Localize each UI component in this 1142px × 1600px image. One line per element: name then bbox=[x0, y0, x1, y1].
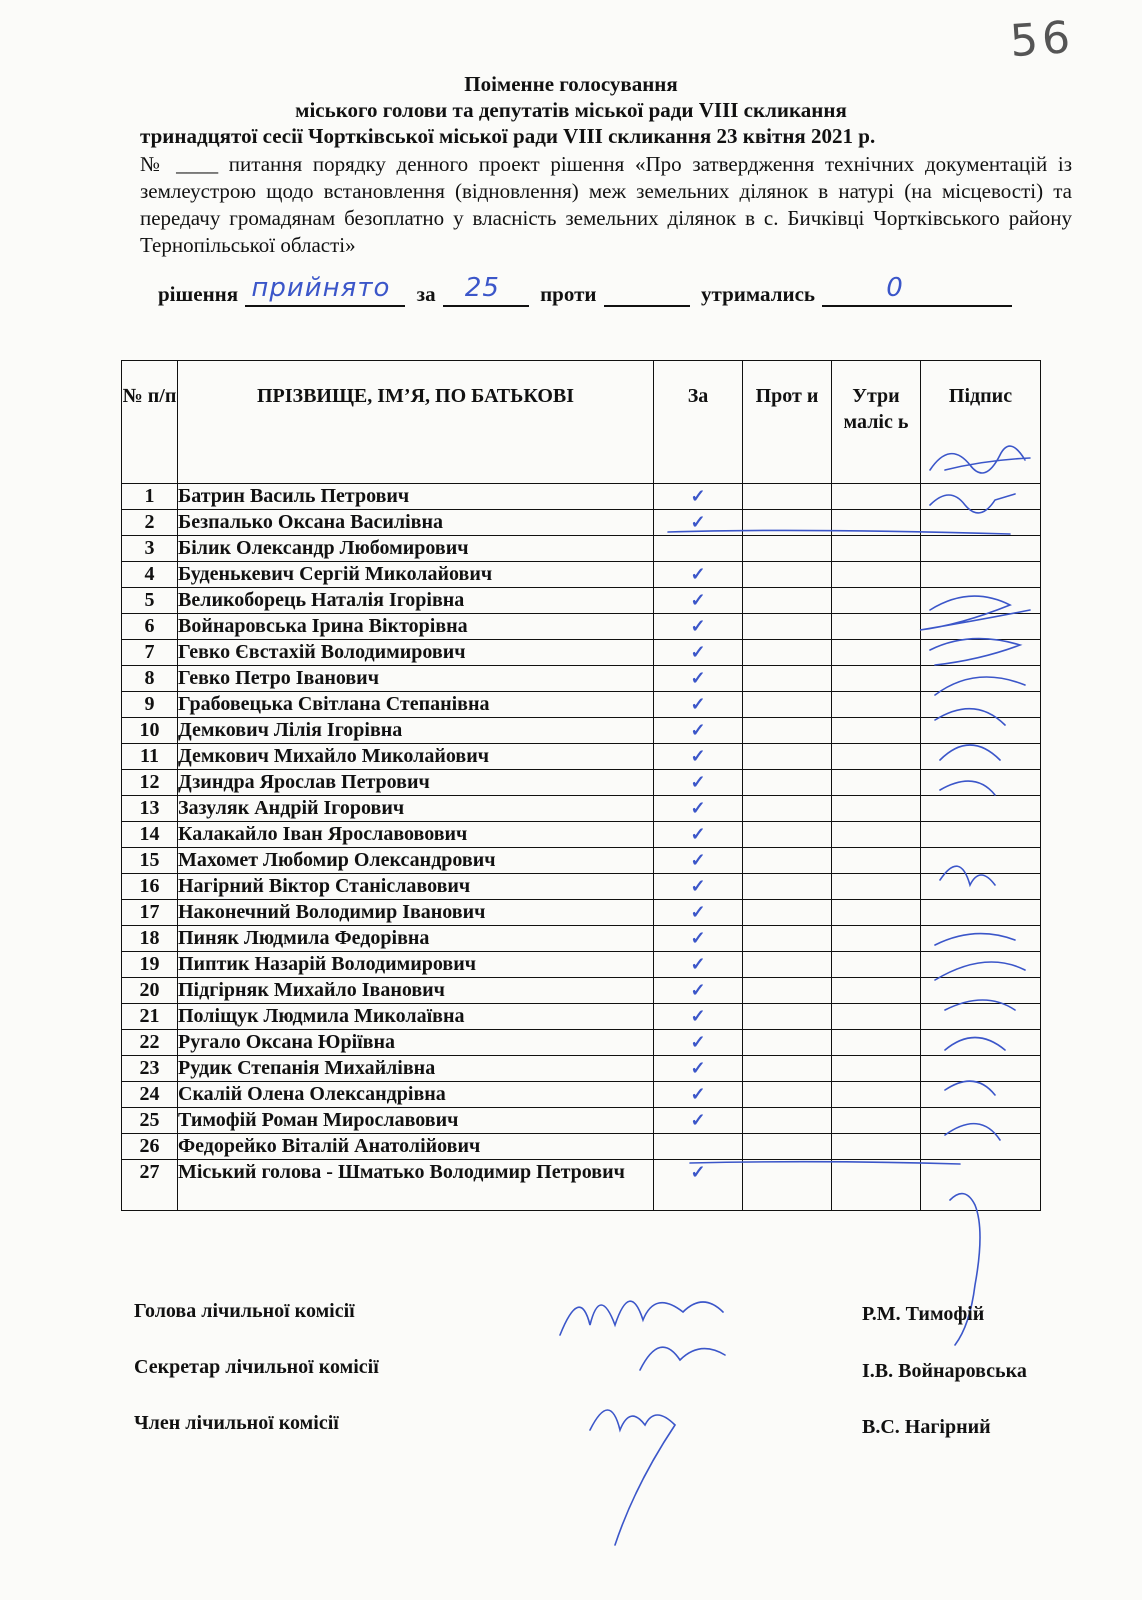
row-vote-abstain bbox=[832, 900, 921, 926]
table-row bbox=[122, 484, 1041, 510]
table-row bbox=[122, 614, 1041, 640]
row-signature bbox=[921, 926, 1041, 952]
row-vote-for: ✓ bbox=[654, 952, 743, 978]
row-vote-abstain bbox=[832, 666, 921, 692]
row-name: Великоборець Наталія Ігорівна bbox=[178, 588, 654, 614]
row-name: Білик Олександр Любомирович bbox=[178, 536, 654, 562]
document-subtitle: міського голови та депутатів міської ради VIII скликання bbox=[295, 98, 847, 122]
row-vote-against bbox=[743, 484, 832, 510]
row-vote-against bbox=[743, 666, 832, 692]
row-signature bbox=[921, 770, 1041, 796]
table-header-row bbox=[122, 361, 1041, 484]
col-for-header: За bbox=[654, 361, 743, 484]
row-vote-against bbox=[743, 692, 832, 718]
for-value: 25 bbox=[464, 273, 500, 303]
row-vote-for: ✓ bbox=[654, 1082, 743, 1108]
row-vote-for: ✓ bbox=[654, 926, 743, 952]
row-vote-against bbox=[743, 822, 832, 848]
row-signature bbox=[921, 666, 1041, 692]
row-vote-abstain bbox=[832, 718, 921, 744]
row-vote-against bbox=[743, 1056, 832, 1082]
signature-chair bbox=[560, 1301, 723, 1335]
row-vote-abstain bbox=[832, 848, 921, 874]
row-signature bbox=[921, 822, 1041, 848]
row-vote-for: ✓ bbox=[654, 978, 743, 1004]
row-vote-against bbox=[743, 1108, 832, 1134]
table-row bbox=[122, 1134, 1041, 1160]
row-number: 19 bbox=[122, 952, 178, 978]
row-name: Зазуляк Андрій Ігорович bbox=[178, 796, 654, 822]
row-number: 21 bbox=[122, 1004, 178, 1030]
row-name: Нагірний Віктор Станіславович bbox=[178, 874, 654, 900]
row-signature bbox=[921, 900, 1041, 926]
row-vote-abstain bbox=[832, 536, 921, 562]
row-name: Демкович Михайло Миколайович bbox=[178, 744, 654, 770]
table-row bbox=[122, 692, 1041, 718]
table-row bbox=[122, 718, 1041, 744]
abstain-label: утримались bbox=[701, 282, 816, 306]
row-vote-abstain bbox=[832, 614, 921, 640]
row-name: Рудик Степанія Михайлівна bbox=[178, 1056, 654, 1082]
row-signature bbox=[921, 484, 1041, 510]
row-signature bbox=[921, 536, 1041, 562]
col-name-header: ПРІЗВИЩЕ, ІМ’Я, ПО БАТЬКОВІ bbox=[178, 361, 654, 484]
row-signature bbox=[921, 1004, 1041, 1030]
row-vote-for: ✓ bbox=[654, 640, 743, 666]
row-vote-for bbox=[654, 536, 743, 562]
row-name: Міський голова - Шматько Володимир Петрович bbox=[178, 1160, 654, 1211]
for-label: за bbox=[416, 282, 436, 306]
row-number: 10 bbox=[122, 718, 178, 744]
decision-value: прийнято bbox=[251, 273, 391, 303]
row-vote-abstain bbox=[832, 692, 921, 718]
row-signature bbox=[921, 692, 1041, 718]
row-vote-for: ✓ bbox=[654, 614, 743, 640]
row-number: 12 bbox=[122, 770, 178, 796]
row-vote-abstain bbox=[832, 952, 921, 978]
row-signature bbox=[921, 614, 1041, 640]
row-vote-abstain bbox=[832, 1056, 921, 1082]
row-number: 8 bbox=[122, 666, 178, 692]
table-row bbox=[122, 744, 1041, 770]
page-number: 56 bbox=[1008, 11, 1076, 68]
table-row bbox=[122, 666, 1041, 692]
table-row bbox=[122, 796, 1041, 822]
row-number: 3 bbox=[122, 536, 178, 562]
table-row bbox=[122, 848, 1041, 874]
row-vote-against bbox=[743, 562, 832, 588]
col-number-header: № п/п bbox=[122, 361, 178, 484]
table-row bbox=[122, 770, 1041, 796]
secretary-name: І.В. Войнаровська bbox=[862, 1360, 1027, 1382]
row-number: 18 bbox=[122, 926, 178, 952]
row-number: 9 bbox=[122, 692, 178, 718]
row-vote-for: ✓ bbox=[654, 770, 743, 796]
row-vote-for: ✓ bbox=[654, 1004, 743, 1030]
vote-table bbox=[121, 360, 1041, 1211]
abstain-field bbox=[822, 273, 1012, 307]
row-signature bbox=[921, 1030, 1041, 1056]
row-number: 5 bbox=[122, 588, 178, 614]
row-vote-against bbox=[743, 1030, 832, 1056]
row-vote-abstain bbox=[832, 1004, 921, 1030]
row-vote-for: ✓ bbox=[654, 1056, 743, 1082]
row-name: Пиняк Людмила Федорівна bbox=[178, 926, 654, 952]
row-signature bbox=[921, 640, 1041, 666]
row-name: Гевко Євстахій Володимирович bbox=[178, 640, 654, 666]
row-signature bbox=[921, 874, 1041, 900]
row-vote-abstain bbox=[832, 484, 921, 510]
table-row bbox=[122, 1108, 1041, 1134]
row-signature bbox=[921, 562, 1041, 588]
row-vote-against bbox=[743, 744, 832, 770]
row-number: 27 bbox=[122, 1160, 178, 1211]
session-line: тринадцятої сесії Чортківської міської ради VIII скликання 23 квітня 2021 р. bbox=[140, 124, 876, 148]
row-vote-against bbox=[743, 588, 832, 614]
row-vote-abstain bbox=[832, 1160, 921, 1211]
row-name: Дзиндра Ярослав Петрович bbox=[178, 770, 654, 796]
row-number: 26 bbox=[122, 1134, 178, 1160]
row-number: 13 bbox=[122, 796, 178, 822]
abstain-value: 0 bbox=[886, 273, 904, 303]
row-signature bbox=[921, 588, 1041, 614]
row-signature bbox=[921, 796, 1041, 822]
row-number: 4 bbox=[122, 562, 178, 588]
result-line bbox=[158, 273, 1018, 307]
row-vote-for: ✓ bbox=[654, 900, 743, 926]
row-vote-against bbox=[743, 640, 832, 666]
row-number: 25 bbox=[122, 1108, 178, 1134]
row-name: Федорейко Віталій Анатолійович bbox=[178, 1134, 654, 1160]
row-name: Гевко Петро Іванович bbox=[178, 666, 654, 692]
col-abstain-header: Утри маліс ь bbox=[832, 361, 921, 484]
chair-label: Голова лічильної комісії bbox=[134, 1300, 355, 1322]
signature-member bbox=[590, 1410, 675, 1545]
row-signature bbox=[921, 1056, 1041, 1082]
chair-name: Р.М. Тимофій bbox=[862, 1303, 985, 1325]
row-vote-for bbox=[654, 1134, 743, 1160]
table-row bbox=[122, 562, 1041, 588]
table-row bbox=[122, 1160, 1041, 1211]
row-number: 11 bbox=[122, 744, 178, 770]
row-number: 1 bbox=[122, 484, 178, 510]
row-vote-abstain bbox=[832, 770, 921, 796]
row-signature bbox=[921, 1134, 1041, 1160]
row-name: Войнаровська Ірина Вікторівна bbox=[178, 614, 654, 640]
row-signature bbox=[921, 744, 1041, 770]
row-vote-for: ✓ bbox=[654, 796, 743, 822]
table-row bbox=[122, 978, 1041, 1004]
member-name: В.С. Нагірний bbox=[862, 1416, 991, 1438]
table-row bbox=[122, 510, 1041, 536]
row-name: Наконечний Володимир Іванович bbox=[178, 900, 654, 926]
row-vote-against bbox=[743, 1134, 832, 1160]
row-vote-for: ✓ bbox=[654, 822, 743, 848]
row-vote-abstain bbox=[832, 1030, 921, 1056]
against-field bbox=[604, 281, 690, 307]
row-vote-against bbox=[743, 1082, 832, 1108]
row-signature bbox=[921, 1108, 1041, 1134]
row-vote-against bbox=[743, 718, 832, 744]
row-name: Підгірняк Михайло Іванович bbox=[178, 978, 654, 1004]
row-name: Пиптик Назарій Володимирович bbox=[178, 952, 654, 978]
row-vote-abstain bbox=[832, 1134, 921, 1160]
row-name: Скалій Олена Олександрівна bbox=[178, 1082, 654, 1108]
row-number: 6 bbox=[122, 614, 178, 640]
row-vote-against bbox=[743, 796, 832, 822]
table-row bbox=[122, 926, 1041, 952]
row-vote-against bbox=[743, 874, 832, 900]
table-row bbox=[122, 588, 1041, 614]
row-signature bbox=[921, 978, 1041, 1004]
row-vote-for: ✓ bbox=[654, 562, 743, 588]
table-row bbox=[122, 952, 1041, 978]
document-title: Поіменне голосування bbox=[464, 72, 678, 96]
row-vote-against bbox=[743, 1160, 832, 1211]
row-vote-against bbox=[743, 952, 832, 978]
decision-field bbox=[245, 273, 405, 307]
secretary-label: Секретар лічильної комісії bbox=[134, 1356, 379, 1378]
row-name: Батрин Василь Петрович bbox=[178, 484, 654, 510]
row-vote-abstain bbox=[832, 796, 921, 822]
table-row bbox=[122, 640, 1041, 666]
row-vote-for: ✓ bbox=[654, 848, 743, 874]
row-vote-against bbox=[743, 770, 832, 796]
row-vote-against bbox=[743, 614, 832, 640]
row-vote-abstain bbox=[832, 978, 921, 1004]
row-name: Безпалько Оксана Василівна bbox=[178, 510, 654, 536]
for-field bbox=[443, 273, 529, 307]
row-vote-abstain bbox=[832, 588, 921, 614]
row-number: 17 bbox=[122, 900, 178, 926]
col-signature-header: Підпис bbox=[921, 361, 1041, 484]
row-signature bbox=[921, 1082, 1041, 1108]
row-vote-against bbox=[743, 1004, 832, 1030]
row-number: 22 bbox=[122, 1030, 178, 1056]
row-vote-abstain bbox=[832, 562, 921, 588]
row-vote-for: ✓ bbox=[654, 510, 743, 536]
row-vote-for: ✓ bbox=[654, 718, 743, 744]
row-vote-for: ✓ bbox=[654, 692, 743, 718]
row-name: Грабовецька Світлана Степанівна bbox=[178, 692, 654, 718]
agenda-question: № ____ питання порядку денного проект рішення «Про затвердження технічних документацій із землеустрою щодо встановлення (відновлення) меж земельних ділянок в натурі (на місцевості) та передачу громадянам безоплатно у власність земельних ділянок в с. Бичківці Чортківського району Тернопільської області» bbox=[140, 152, 1072, 257]
against-label: проти bbox=[540, 282, 597, 306]
table-row bbox=[122, 536, 1041, 562]
row-number: 20 bbox=[122, 978, 178, 1004]
row-vote-abstain bbox=[832, 640, 921, 666]
row-vote-abstain bbox=[832, 744, 921, 770]
vote-table-body bbox=[122, 484, 1041, 1211]
row-vote-against bbox=[743, 510, 832, 536]
row-signature bbox=[921, 510, 1041, 536]
row-vote-against bbox=[743, 536, 832, 562]
table-row bbox=[122, 874, 1041, 900]
row-vote-for: ✓ bbox=[654, 484, 743, 510]
row-name: Демкович Лілія Ігорівна bbox=[178, 718, 654, 744]
row-name: Махомет Любомир Олександрович bbox=[178, 848, 654, 874]
row-number: 23 bbox=[122, 1056, 178, 1082]
row-vote-against bbox=[743, 848, 832, 874]
table-row bbox=[122, 1004, 1041, 1030]
row-vote-abstain bbox=[832, 926, 921, 952]
row-number: 7 bbox=[122, 640, 178, 666]
row-number: 24 bbox=[122, 1082, 178, 1108]
row-vote-for: ✓ bbox=[654, 1108, 743, 1134]
table-row bbox=[122, 1082, 1041, 1108]
row-number: 14 bbox=[122, 822, 178, 848]
row-vote-for: ✓ bbox=[654, 744, 743, 770]
table-row bbox=[122, 1030, 1041, 1056]
row-name: Буденькевич Сергій Миколайович bbox=[178, 562, 654, 588]
row-number: 2 bbox=[122, 510, 178, 536]
row-vote-against bbox=[743, 900, 832, 926]
row-name: Ругало Оксана Юріївна bbox=[178, 1030, 654, 1056]
row-vote-abstain bbox=[832, 510, 921, 536]
against-value bbox=[634, 273, 652, 303]
row-vote-for: ✓ bbox=[654, 1160, 743, 1211]
col-against-header: Прот и bbox=[743, 361, 832, 484]
row-signature bbox=[921, 1160, 1041, 1211]
row-vote-for: ✓ bbox=[654, 1030, 743, 1056]
row-vote-abstain bbox=[832, 822, 921, 848]
row-vote-for: ✓ bbox=[654, 874, 743, 900]
row-vote-abstain bbox=[832, 1082, 921, 1108]
row-name: Калакайло Іван Ярославовович bbox=[178, 822, 654, 848]
decision-label: рішення bbox=[158, 282, 239, 306]
signature-secretary bbox=[640, 1347, 725, 1370]
table-row bbox=[122, 1056, 1041, 1082]
row-vote-abstain bbox=[832, 874, 921, 900]
row-vote-against bbox=[743, 978, 832, 1004]
row-vote-abstain bbox=[832, 1108, 921, 1134]
row-vote-for: ✓ bbox=[654, 666, 743, 692]
row-name: Поліщук Людмила Миколаївна bbox=[178, 1004, 654, 1030]
row-signature bbox=[921, 952, 1041, 978]
row-number: 15 bbox=[122, 848, 178, 874]
row-signature bbox=[921, 718, 1041, 744]
row-vote-against bbox=[743, 926, 832, 952]
row-vote-for: ✓ bbox=[654, 588, 743, 614]
row-signature bbox=[921, 848, 1041, 874]
row-name: Тимофій Роман Мирославович bbox=[178, 1108, 654, 1134]
table-row bbox=[122, 900, 1041, 926]
member-label: Член лічильної комісії bbox=[134, 1412, 339, 1434]
row-number: 16 bbox=[122, 874, 178, 900]
table-row bbox=[122, 822, 1041, 848]
